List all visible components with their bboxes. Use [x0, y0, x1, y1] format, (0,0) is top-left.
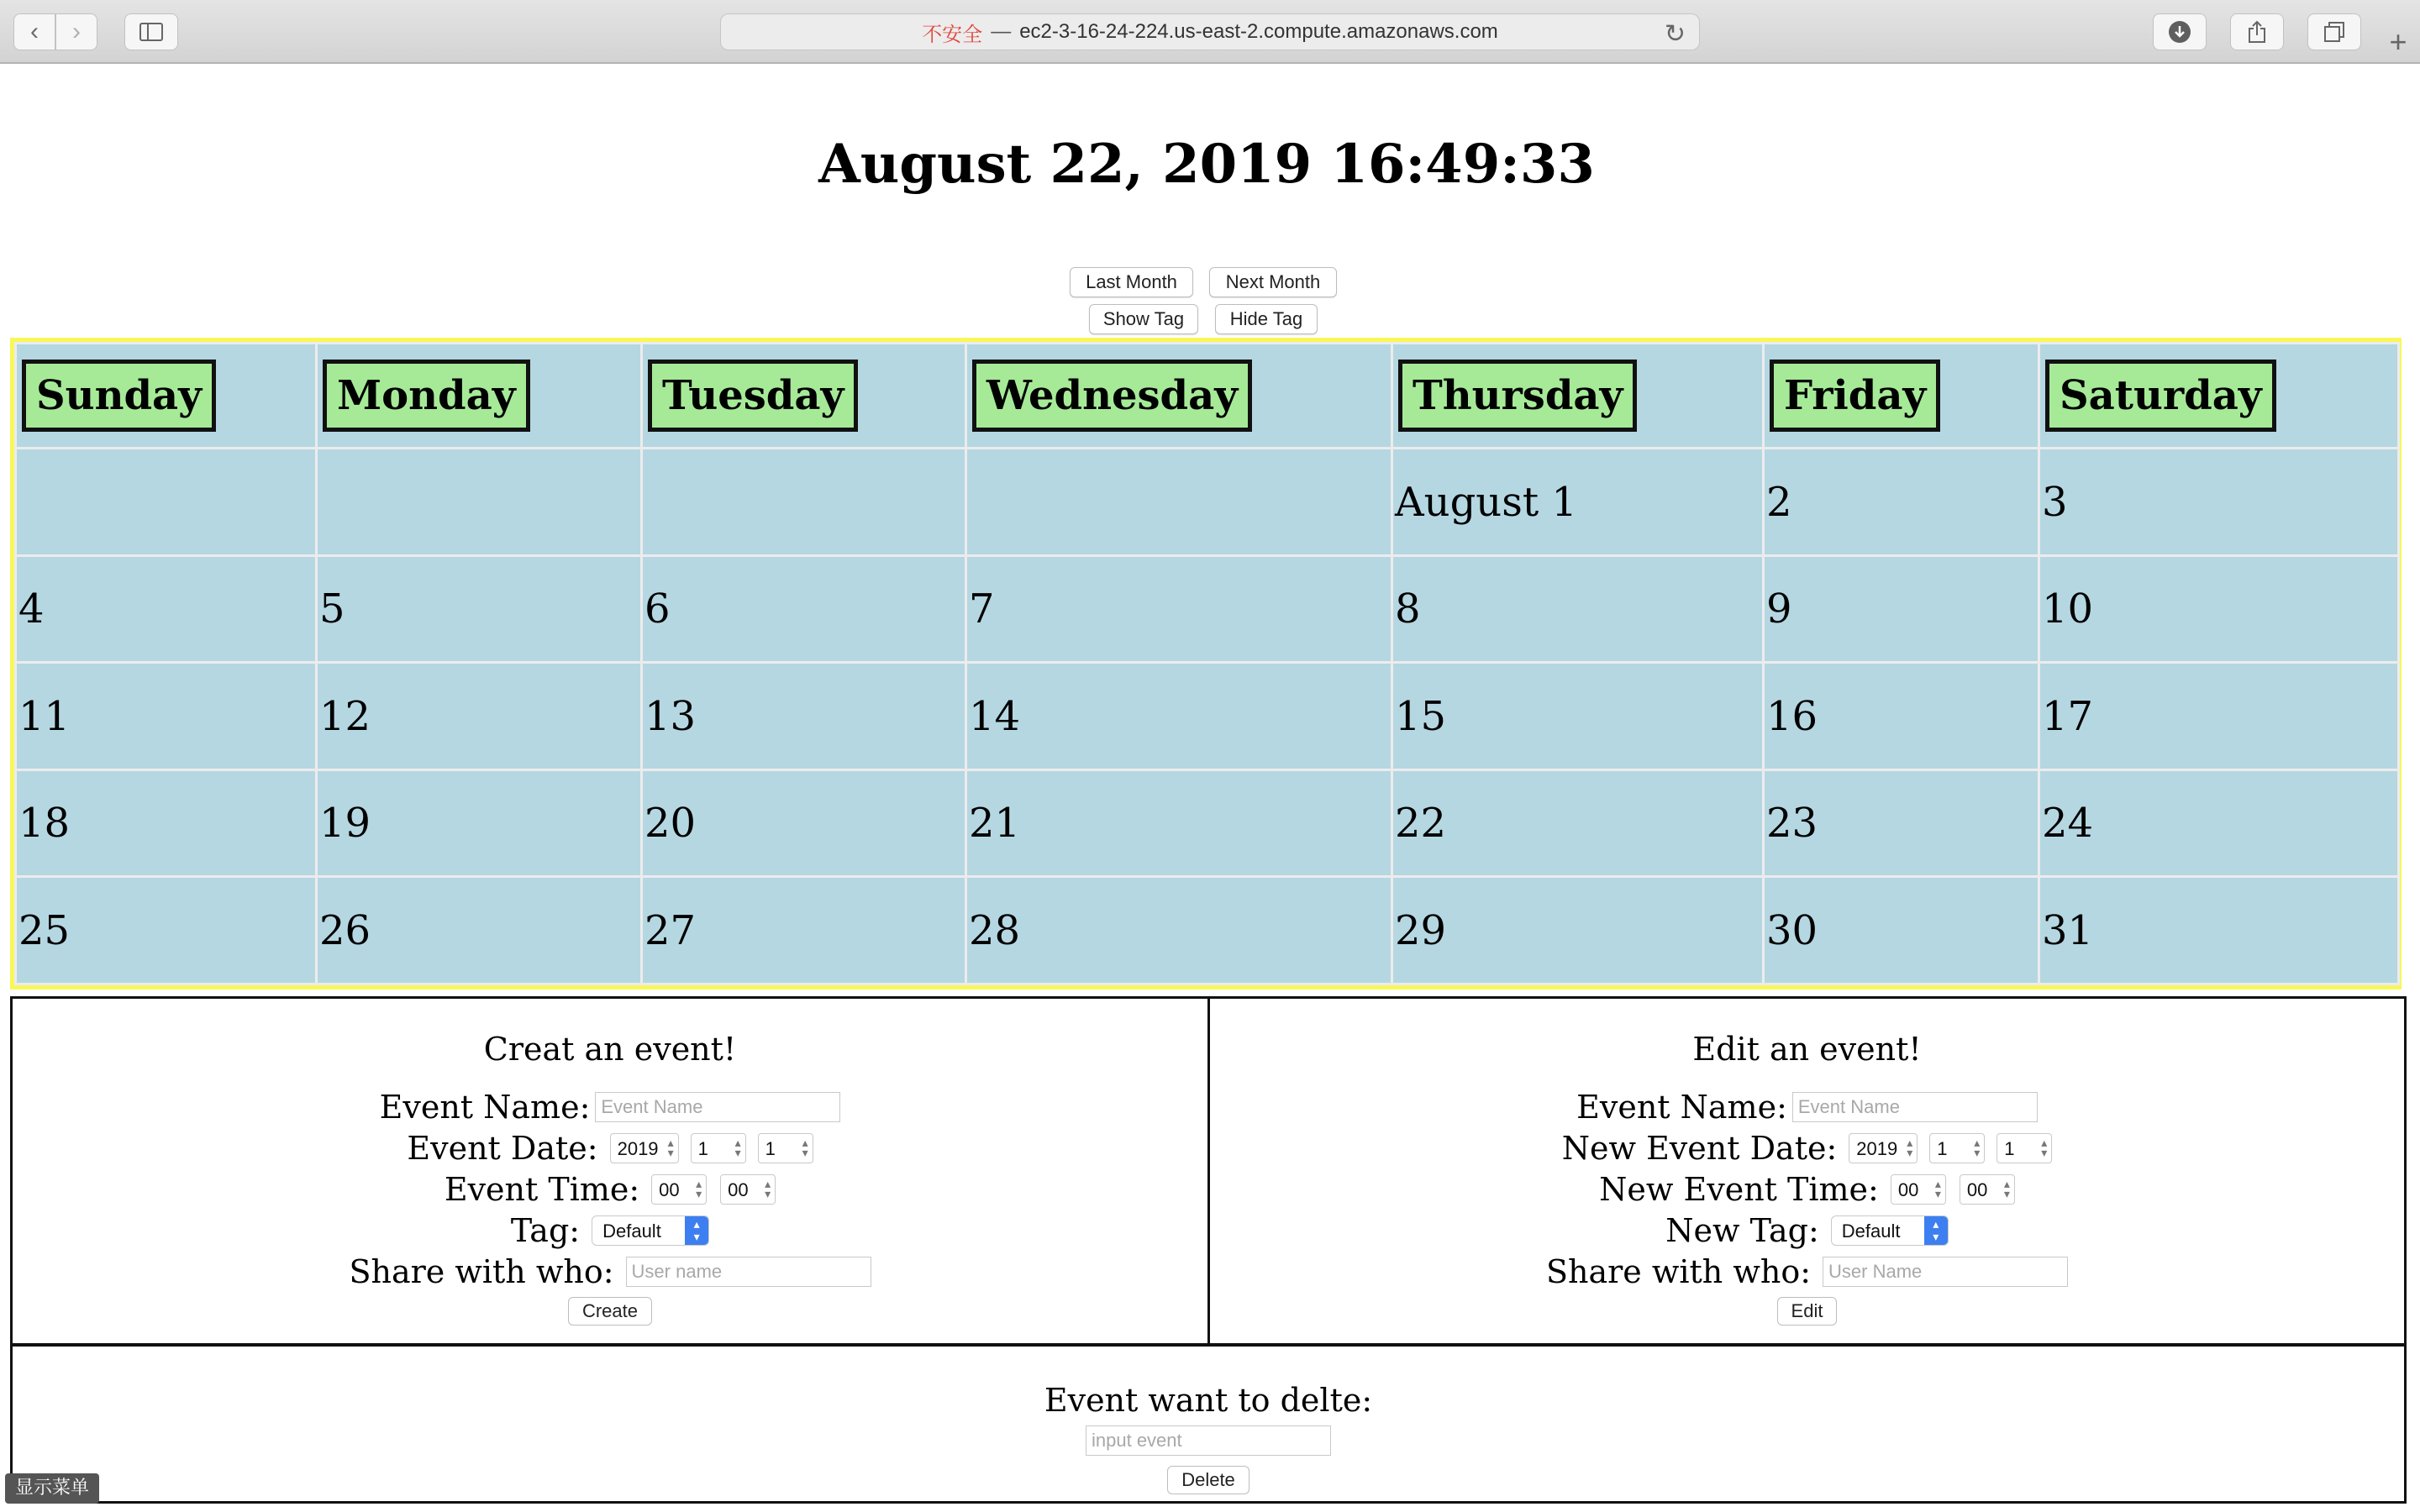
create-day-value: 1 [765, 1137, 776, 1159]
week-row [16, 449, 2399, 556]
week-row [16, 663, 2399, 770]
edit-minute-value: 00 [1966, 1179, 1988, 1200]
stepper-arrows-icon: ▴ ▾ [802, 1135, 808, 1159]
day-number: 7 [969, 585, 995, 633]
day-cell[interactable] [966, 663, 1392, 770]
edit-hour-stepper[interactable] [1891, 1174, 1946, 1205]
weekday-header-row [16, 344, 2399, 449]
url-text: ec2-3-16-24-224.us-east-2.compute.amazonaws.com [1019, 20, 1498, 43]
day-cell[interactable] [966, 555, 1392, 663]
day-number: 13 [644, 692, 697, 740]
week-row [16, 555, 2399, 663]
day-number: 23 [1766, 800, 1818, 848]
day-cell[interactable] [966, 449, 1392, 556]
day-number: 26 [319, 906, 371, 954]
create-day-stepper[interactable] [758, 1133, 813, 1163]
day-number: 12 [319, 692, 371, 740]
day-cell[interactable] [966, 877, 1392, 984]
create-button[interactable]: Create [568, 1297, 652, 1326]
stepper-arrows-icon: ▴ ▾ [667, 1135, 674, 1159]
day-number: 16 [1766, 692, 1818, 740]
edit-date-label: New Event Date: [1561, 1129, 1838, 1167]
day-cell[interactable] [966, 769, 1392, 877]
create-hour-value: 00 [659, 1179, 680, 1200]
day-cell[interactable] [1764, 769, 2039, 877]
day-cell[interactable] [2039, 449, 2399, 556]
day-cell[interactable] [1764, 877, 2039, 984]
create-share-row [13, 1251, 1207, 1292]
day-cell[interactable] [1764, 449, 2039, 556]
weekday-cell [16, 344, 317, 449]
edit-event-panel [1207, 996, 2407, 1346]
tabs-icon [2323, 21, 2345, 43]
create-event-panel [10, 996, 1210, 1346]
day-number: 5 [319, 585, 345, 633]
edit-tag-row [1210, 1210, 2404, 1251]
edit-day-value: 1 [2004, 1137, 2015, 1159]
day-number: 4 [18, 585, 45, 633]
create-minute-value: 00 [728, 1179, 749, 1200]
day-number: 27 [644, 906, 697, 954]
day-number: 6 [644, 585, 671, 633]
stepper-arrows-icon: ▴ ▾ [2041, 1135, 2048, 1159]
day-number: 29 [1395, 906, 1447, 954]
plus-icon: + [2389, 24, 2407, 59]
edit-event-name-input[interactable]: Event Name [1792, 1092, 2038, 1122]
last-month-button[interactable]: Last Month [1070, 267, 1193, 297]
stepper-arrows-icon: ▴ ▾ [1934, 1176, 1941, 1200]
edit-day-stepper[interactable] [1996, 1133, 2052, 1163]
edit-month-stepper[interactable] [1929, 1133, 1985, 1163]
day-number [318, 479, 319, 526]
stepper-arrows-icon: ▴ ▾ [765, 1176, 771, 1200]
create-month-value: 1 [697, 1137, 708, 1159]
show-menu-badge[interactable]: 显示菜单 [5, 1473, 99, 1504]
day-number: 19 [319, 800, 371, 848]
weekday-thursday: Thursday [1398, 360, 1637, 432]
delete-event-panel [10, 1344, 2407, 1504]
weekday-tuesday: Tuesday [648, 360, 858, 432]
day-number: 9 [1766, 585, 1792, 633]
edit-button[interactable]: Edit [1777, 1297, 1838, 1326]
day-cell[interactable] [317, 555, 642, 663]
chevron-right-icon: › [72, 18, 81, 45]
weekday-cell [1392, 344, 1764, 449]
week-row [16, 877, 2399, 984]
stepper-arrows-icon: ▴ ▾ [1974, 1135, 1981, 1159]
edit-share-row [1210, 1251, 2404, 1292]
day-number: 24 [2042, 800, 2094, 848]
edit-time-row [1210, 1168, 2404, 1210]
edit-share-input[interactable]: User Name [1823, 1257, 2068, 1287]
day-cell[interactable] [642, 663, 966, 770]
create-date-row [13, 1127, 1207, 1168]
day-cell[interactable] [2039, 555, 2399, 663]
url-separator: — [991, 20, 1012, 43]
day-cell[interactable] [16, 449, 317, 556]
insecure-label: 不安全 [922, 23, 983, 46]
create-time-row [13, 1168, 1207, 1210]
day-cell[interactable] [16, 555, 317, 663]
day-cell[interactable] [16, 769, 317, 877]
day-cell[interactable] [2039, 663, 2399, 770]
day-cell[interactable] [1392, 555, 1764, 663]
day-cell[interactable] [642, 769, 966, 877]
day-number: 20 [644, 800, 697, 848]
day-cell[interactable] [16, 663, 317, 770]
delete-input-row [13, 1425, 2404, 1456]
calendar-grid [10, 338, 2402, 990]
weekday-cell [642, 344, 966, 449]
edit-hour-value: 00 [1897, 1179, 1919, 1200]
edit-time-label: New Event Time: [1599, 1170, 1879, 1208]
edit-name-label: Event Name: [1576, 1088, 1787, 1126]
create-time-label: Event Time: [444, 1170, 640, 1208]
browser-toolbar [0, 0, 2420, 64]
day-cell[interactable] [1764, 555, 2039, 663]
day-number: 31 [2042, 906, 2094, 954]
day-number: 18 [18, 800, 71, 848]
day-number: 21 [969, 800, 1021, 848]
week-row [16, 769, 2399, 877]
weekday-cell [317, 344, 642, 449]
day-number: 25 [18, 906, 71, 954]
day-cell[interactable] [317, 877, 642, 984]
day-number: 15 [1395, 692, 1447, 740]
create-share-label: Share with who: [349, 1252, 614, 1290]
day-cell[interactable] [1392, 449, 1764, 556]
create-minute-stepper[interactable] [720, 1174, 776, 1205]
stepper-arrows-icon: ▴ ▾ [1907, 1135, 1913, 1159]
day-number: 22 [1395, 800, 1447, 848]
next-month-button[interactable]: Next Month [1209, 267, 1337, 297]
edit-minute-stepper[interactable] [1960, 1174, 2015, 1205]
edit-month-value: 1 [1937, 1137, 1948, 1159]
delete-event-title: Event want to delte: [1044, 1382, 1373, 1419]
download-icon [2168, 20, 2191, 44]
weekday-cell [1764, 344, 2039, 449]
new-tab-button[interactable] [2380, 24, 2417, 60]
day-number: 14 [969, 692, 1021, 740]
address-bar[interactable] [720, 13, 1700, 50]
edit-tag-value: Default [1841, 1220, 1901, 1242]
hide-tag-button[interactable]: Hide Tag [1215, 304, 1318, 334]
day-cell[interactable] [642, 555, 966, 663]
delete-event-input[interactable]: input event [1086, 1425, 1331, 1456]
delete-button[interactable]: Delete [1167, 1466, 1249, 1494]
day-number [643, 479, 644, 526]
create-event-name-input[interactable]: Event Name [595, 1092, 840, 1122]
edit-tag-select[interactable] [1831, 1215, 1949, 1246]
current-datetime: August 22, 2019 16:49:33 [818, 133, 1595, 196]
stepper-arrows-icon: ▴ ▾ [734, 1135, 741, 1159]
create-name-label: Event Name: [379, 1088, 591, 1126]
weekday-cell [2039, 344, 2399, 449]
create-tag-select[interactable] [592, 1215, 709, 1246]
day-cell[interactable] [317, 663, 642, 770]
downloads-button[interactable] [2153, 13, 2207, 50]
weekday-wednesday: Wednesday [972, 360, 1252, 432]
create-date-label: Event Date: [407, 1129, 598, 1167]
chevron-left-icon: ‹ [30, 18, 39, 45]
day-number: 11 [18, 692, 71, 740]
day-cell[interactable] [317, 769, 642, 877]
edit-share-label: Share with who: [1545, 1252, 1812, 1290]
edit-event-title: Edit an event! [1692, 1031, 1922, 1068]
forward-button[interactable] [55, 13, 97, 50]
show-tag-button[interactable]: Show Tag [1089, 304, 1198, 334]
share-icon [2247, 20, 2267, 44]
day-number [967, 479, 969, 526]
select-arrows-icon: ▴ ▾ [685, 1216, 708, 1245]
create-month-stepper[interactable] [691, 1133, 746, 1163]
weekday-monday: Monday [323, 360, 530, 432]
edit-date-row [1210, 1127, 2404, 1168]
select-arrows-icon: ▴ ▾ [1924, 1216, 1948, 1245]
calendar-table [14, 342, 2400, 985]
back-button[interactable] [13, 13, 55, 50]
create-hour-stepper[interactable] [651, 1174, 707, 1205]
edit-year-value: 2019 [1856, 1137, 1898, 1159]
day-cell[interactable] [1392, 663, 1764, 770]
day-cell[interactable] [2039, 769, 2399, 877]
day-cell[interactable] [642, 877, 966, 984]
day-cell[interactable] [1392, 877, 1764, 984]
day-number: 10 [2042, 585, 2094, 633]
stepper-arrows-icon: ▴ ▾ [2003, 1176, 2010, 1200]
weekday-sunday: Sunday [22, 360, 216, 432]
create-tag-label: Tag: [510, 1211, 581, 1249]
edit-year-stepper[interactable] [1849, 1133, 1918, 1163]
day-number [17, 479, 18, 526]
weekday-saturday: Saturday [2045, 360, 2276, 432]
create-share-input[interactable]: User name [626, 1257, 871, 1287]
create-year-value: 2019 [617, 1137, 659, 1159]
day-cell[interactable] [642, 449, 966, 556]
day-cell[interactable] [1392, 769, 1764, 877]
day-number: 30 [1766, 906, 1818, 954]
create-tag-row [13, 1210, 1207, 1251]
create-tag-value: Default [602, 1220, 661, 1242]
sidebar-toggle-button[interactable] [124, 13, 178, 50]
day-number: 8 [1395, 585, 1421, 633]
day-cell[interactable] [1764, 663, 2039, 770]
day-number: 2 [1766, 478, 1792, 526]
create-event-title: Creat an event! [483, 1031, 737, 1068]
share-button[interactable] [2230, 13, 2284, 50]
edit-tag-label: New Tag: [1665, 1211, 1819, 1249]
weekday-cell [966, 344, 1392, 449]
stepper-arrows-icon: ▴ ▾ [696, 1176, 702, 1200]
create-name-row [13, 1086, 1207, 1127]
reload-icon[interactable]: ↻ [1664, 20, 1686, 48]
edit-name-row [1210, 1086, 2404, 1127]
day-cell[interactable] [16, 877, 317, 984]
day-cell[interactable] [317, 449, 642, 556]
create-year-stepper[interactable] [610, 1133, 679, 1163]
day-number: August 1 [1395, 478, 1577, 526]
tabs-overview-button[interactable] [2307, 13, 2361, 50]
sidebar-icon [139, 23, 163, 41]
day-number: 17 [2042, 692, 2094, 740]
day-cell[interactable] [2039, 877, 2399, 984]
day-number: 28 [969, 906, 1021, 954]
weekday-friday: Friday [1770, 360, 1940, 432]
day-number: 3 [2042, 478, 2068, 526]
